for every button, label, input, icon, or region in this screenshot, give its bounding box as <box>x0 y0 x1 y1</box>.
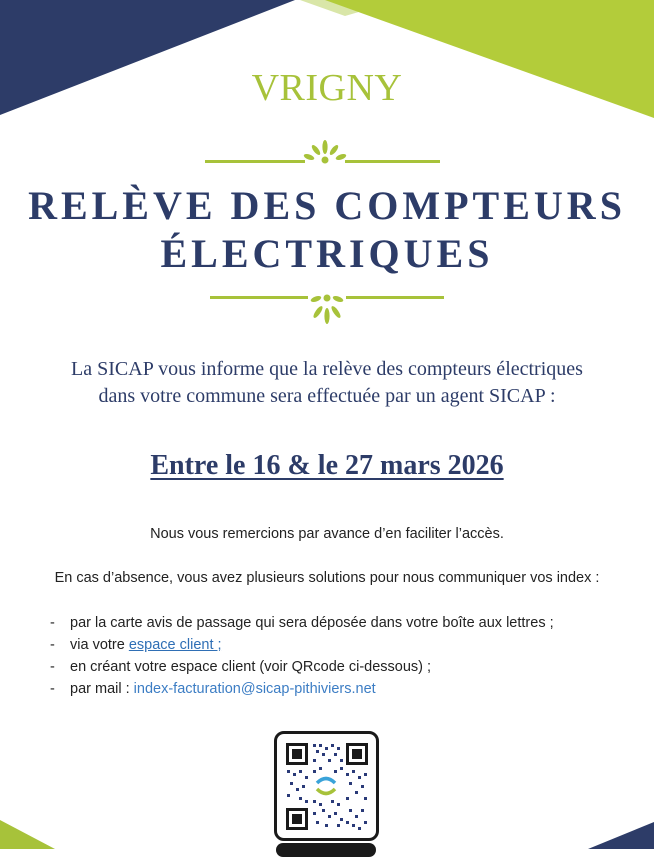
option-via-text: via votre <box>70 637 129 653</box>
thanks-text: Nous vous remercions par avance d’en faciliter l’accès. <box>150 526 504 542</box>
bullet-dash: - <box>50 615 55 631</box>
qr-caption-bar <box>276 843 376 857</box>
town-name: VRIGNY <box>251 67 403 109</box>
espace-client-link[interactable]: espace client ; <box>128 637 222 653</box>
contact-options-list <box>50 612 554 700</box>
intro-line-1: La SICAP vous informe que la relève des compteurs électriques <box>71 358 583 380</box>
title-line-2: ÉLECTRIQUES <box>160 231 494 276</box>
bullet-dash: - <box>50 637 55 653</box>
bottom-ornament <box>210 295 444 325</box>
mail-address[interactable]: index-facturation@sicap-pithiviers.net <box>133 681 376 697</box>
title-line-1: RELÈVE DES COMPTEURS <box>28 183 626 228</box>
option-create-text: en créant votre espace client (voir QRcode ci-dessous) ; <box>70 659 432 675</box>
list-item <box>50 656 554 678</box>
bottom-right-navy-triangle <box>588 822 654 849</box>
option-card-text: par la carte avis de passage qui sera déposée dans votre boîte aux lettres ; <box>70 615 554 631</box>
top-ornament <box>205 140 440 164</box>
bullet-dash: - <box>50 681 55 697</box>
option-mail-label: par mail : <box>70 681 134 697</box>
list-item <box>50 612 554 634</box>
bullet-dash: - <box>50 659 55 675</box>
absence-text: En cas d’absence, vous avez plusieurs solutions pour nous communiquer vos index : <box>54 570 600 586</box>
qr-code-icon[interactable] <box>277 734 376 838</box>
intro-paragraph <box>0 356 654 410</box>
bottom-left-green-triangle <box>0 820 55 849</box>
reading-dates-text: Entre le 16 & le 27 mars 2026 <box>150 450 504 481</box>
list-item <box>50 678 554 700</box>
list-item <box>50 634 554 656</box>
reading-dates <box>0 450 654 482</box>
intro-line-2: dans votre commune sera effectuée par un agent SICAP : <box>98 385 556 407</box>
qr-code-frame <box>274 731 379 841</box>
